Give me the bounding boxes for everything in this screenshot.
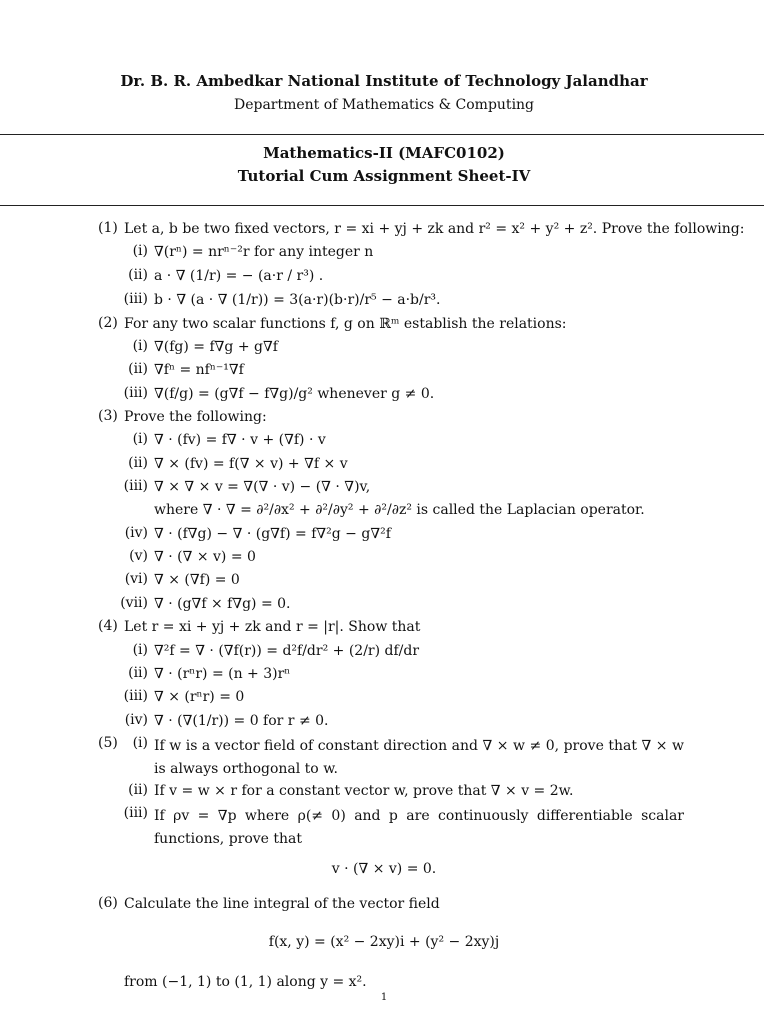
part-text: ∇(rⁿ) = nrⁿ⁻²r for any integer n bbox=[154, 244, 374, 260]
part-text: ∇fⁿ = nfⁿ⁻¹∇f bbox=[154, 362, 244, 378]
part-label: (i) bbox=[132, 642, 148, 658]
header-rule-bottom bbox=[0, 205, 764, 206]
department-name: Department of Mathematics & Computing bbox=[233, 97, 535, 113]
part-text: ∇ × (∇f) = 0 bbox=[154, 572, 240, 588]
part-label: (i) bbox=[132, 735, 148, 751]
part-label: (iv) bbox=[124, 525, 148, 541]
question-stem: For any two scalar functions f, g on ℝᵐ establish the relations: bbox=[124, 316, 567, 332]
part-label: (iii) bbox=[123, 478, 148, 494]
part-label: (ii) bbox=[128, 665, 148, 681]
part-label: (vii) bbox=[120, 595, 148, 611]
part-text: ∇ × ∇ × v = ∇(∇ · v) − (∇ · ∇)v, bbox=[154, 479, 371, 495]
display-equation: v · (∇ × v) = 0. bbox=[331, 861, 437, 877]
question-tail: from (−1, 1) to (1, 1) along y = x². bbox=[124, 974, 367, 990]
part-label: (iii) bbox=[123, 291, 148, 307]
part-text: ∇ · (rⁿr) = (n + 3)rⁿ bbox=[154, 666, 291, 682]
part-text: ∇ · (∇ × v) = 0 bbox=[154, 549, 256, 565]
part-text: a · ∇ (1/r) = − (a·r / r³) . bbox=[154, 268, 324, 284]
part-text: ∇ × (rⁿr) = 0 bbox=[154, 689, 245, 705]
page-number: 1 bbox=[380, 992, 388, 1003]
question-number: (3) bbox=[98, 408, 118, 424]
part-label: (iv) bbox=[124, 712, 148, 728]
institute-name: Dr. B. R. Ambedkar National Institute of Technology Jalandhar bbox=[120, 72, 648, 90]
question-number: (2) bbox=[98, 315, 118, 331]
part-label: (i) bbox=[132, 243, 148, 259]
part-text: If w is a vector field of constant direction and ∇ × w ≠ 0, prove that ∇ × w is always orthogonal to w. bbox=[154, 738, 684, 777]
header-rule-top bbox=[0, 134, 764, 135]
question-number: (4) bbox=[98, 618, 118, 634]
question-number: (1) bbox=[98, 220, 118, 236]
part-text: ∇²f = ∇ · (∇f(r)) = d²f/dr² + (2/r) df/dr bbox=[154, 643, 420, 659]
sheet-title: Tutorial Cum Assignment Sheet-IV bbox=[237, 167, 531, 185]
part-label: (ii) bbox=[128, 455, 148, 471]
course-title: Mathematics-II (MAFC0102) bbox=[263, 144, 505, 162]
part-text: ∇ · (f∇g) − ∇ · (g∇f) = f∇²g − g∇²f bbox=[154, 526, 391, 542]
part-label: (i) bbox=[132, 431, 148, 447]
part-label: (iii) bbox=[123, 385, 148, 401]
part-label: (ii) bbox=[128, 361, 148, 377]
question-stem: Prove the following: bbox=[124, 409, 267, 425]
question-number: (5) bbox=[98, 735, 118, 751]
part-text: ∇ · (∇(1/r)) = 0 for r ≠ 0. bbox=[154, 713, 329, 729]
question-stem: Calculate the line integral of the vector field bbox=[124, 896, 440, 912]
part-label: (iii) bbox=[123, 688, 148, 704]
question-number: (6) bbox=[98, 895, 118, 911]
part-label: (ii) bbox=[128, 267, 148, 283]
part-text: ∇ × (fv) = f(∇ × v) + ∇f × v bbox=[154, 456, 348, 472]
part-text: b · ∇ (a · ∇ (1/r)) = 3(a·r)(b·r)/r⁵ − a·b/r³. bbox=[154, 292, 441, 308]
part-label: (ii) bbox=[128, 782, 148, 798]
part-text: If v = w × r for a constant vector w, prove that ∇ × v = 2w. bbox=[154, 783, 574, 799]
part-text: ∇ · (fv) = f∇ · v + (∇f) · v bbox=[154, 432, 326, 448]
part-text: If ρv = ∇p where ρ(≠ 0) and p are continuously differentiable scalar functions, prove that bbox=[154, 808, 684, 847]
part-text: ∇ · (g∇f × f∇g) = 0. bbox=[154, 596, 291, 612]
question-stem: Let r = xi + yj + zk and r = |r|. Show that bbox=[124, 619, 421, 635]
part-label: (i) bbox=[132, 338, 148, 354]
part-label: (iii) bbox=[123, 805, 148, 821]
display-equation: f(x, y) = (x² − 2xy)i + (y² − 2xy)j bbox=[268, 934, 500, 950]
laplacian-note: where ∇ · ∇ = ∂²/∂x² + ∂²/∂y² + ∂²/∂z² is called the Laplacian operator. bbox=[154, 502, 645, 518]
question-stem: Let a, b be two fixed vectors, r = xi + yj + zk and r² = x² + y² + z². Prove the following: bbox=[124, 221, 745, 237]
part-label: (vi) bbox=[124, 571, 148, 587]
part-text: ∇(f/g) = (g∇f − f∇g)/g² whenever g ≠ 0. bbox=[154, 386, 435, 402]
part-text: ∇(fg) = f∇g + g∇f bbox=[154, 339, 278, 355]
part-label: (v) bbox=[129, 548, 148, 564]
